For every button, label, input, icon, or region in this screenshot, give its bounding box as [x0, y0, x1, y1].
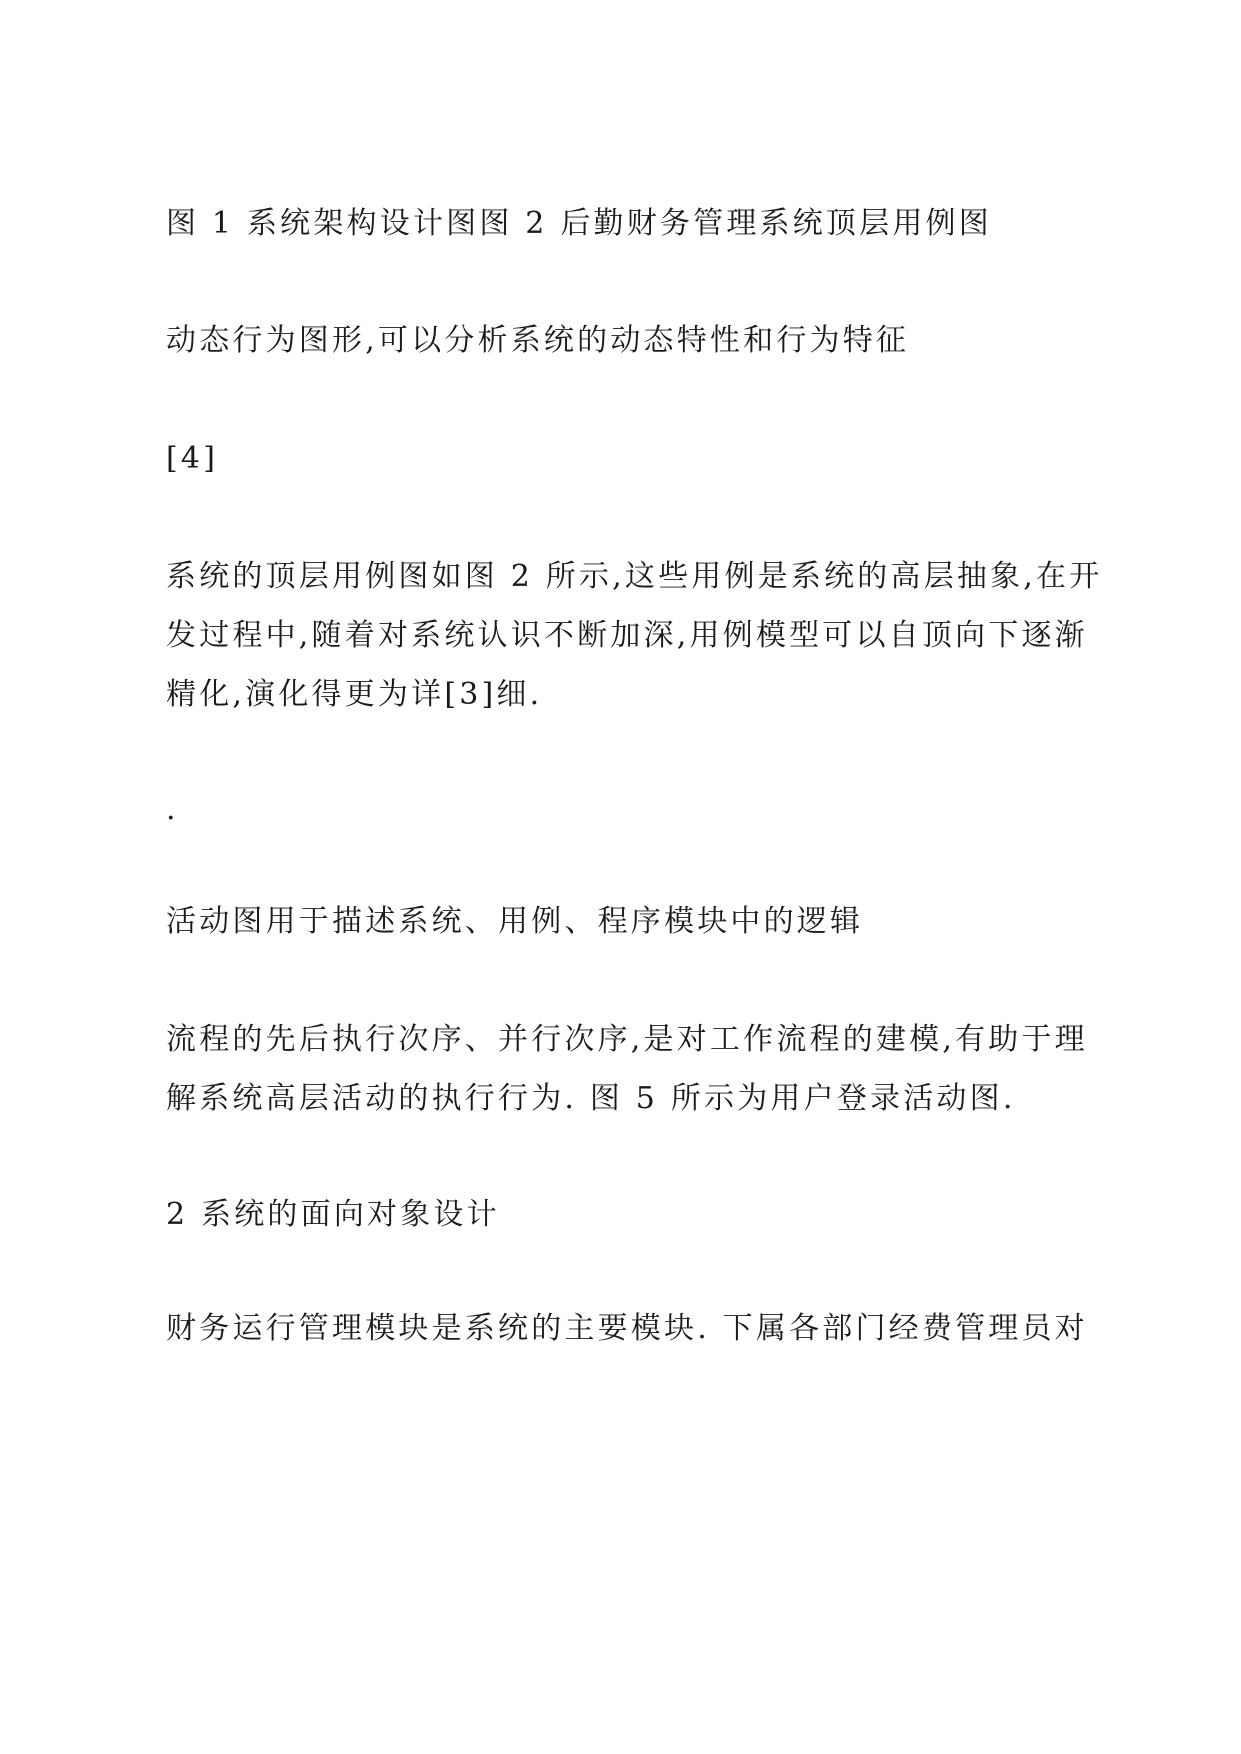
- figure-caption: 图 1 系统架构设计图图 2 后勤财务管理系统顶层用例图: [166, 206, 992, 241]
- paragraph-line: 发过程中,随着对系统认识不断加深,用例模型可以自顶向下逐渐: [166, 618, 1088, 653]
- paragraph-finance-module: 财务运行管理模块是系统的主要模块. 下属各部门经费管理员对: [166, 1311, 1088, 1346]
- paragraph-line: 流程的先后执行次序、并行次序,是对工作流程的建模,有助于理: [166, 1022, 1088, 1057]
- paragraph-activity: [166, 1010, 1106, 1128]
- section-heading: 2 系统的面向对象设计: [166, 1197, 500, 1232]
- paragraph-line: 解系统高层活动的执行行为. 图 5 所示为用户登录活动图.: [166, 1081, 1016, 1116]
- paragraph-dynamic-behavior: 动态行为图形,可以分析系统的动态特性和行为特征: [166, 323, 910, 358]
- stray-dot: .: [166, 792, 179, 827]
- citation-reference: [4]: [166, 441, 219, 476]
- paragraph-line: 系统的顶层用例图如图 2 所示,这些用例是系统的高层抽象,在开: [166, 559, 1103, 594]
- paragraph-use-case: [166, 547, 1106, 724]
- paragraph-activity-intro: 活动图用于描述系统、用例、程序模块中的逻辑: [166, 904, 864, 939]
- paragraph-line: 精化,演化得更为详[3]细.: [166, 677, 543, 712]
